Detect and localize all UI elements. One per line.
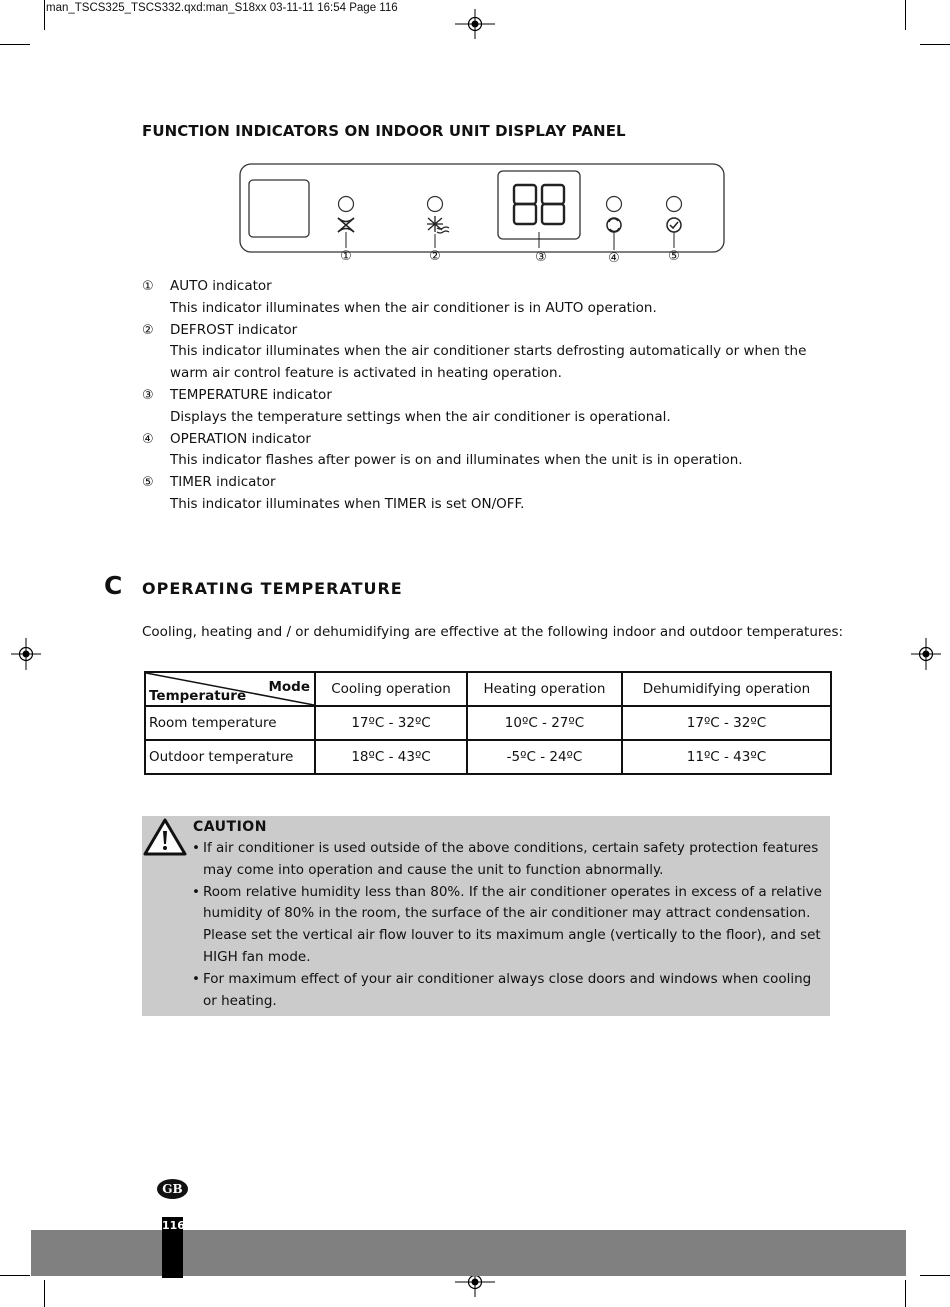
print-slug: man_TSCS325_TSCS332.qxd:man_S18xx 03-11-11 16:54 Page 116	[46, 2, 398, 14]
auto-indicator-light	[339, 197, 354, 212]
item-name: OPERATION indicator	[170, 430, 311, 447]
table-header: Cooling operation	[315, 672, 467, 706]
callout-3: ③	[535, 250, 547, 265]
crop-mark	[905, 1280, 906, 1307]
list-item	[192, 969, 822, 1013]
bullet-text: Room relative humidity less than 80%. If the air conditioner operates in excess of a relative humidity of 80% in the room, the surface of the air conditioner may attract condensation. Please set the vertical air flow louver to its maximum angle (vertically to the floor), and set HIGH fan mode.	[203, 883, 822, 965]
item-description: This indicator illuminates when TIMER is set ON/OFF.	[170, 495, 525, 512]
list-item	[192, 838, 822, 882]
temperature-table	[144, 671, 832, 775]
list-item	[142, 320, 842, 385]
caution-list	[192, 838, 822, 1012]
item-description: This indicator illuminates when the air conditioner starts defrosting automatically or when the warm air control feature is activated in heating operation.	[170, 343, 807, 382]
crop-mark	[44, 1280, 45, 1307]
timer-indicator-light	[667, 197, 682, 212]
section-letter: C	[104, 571, 123, 600]
item-number: ⑤	[142, 475, 154, 491]
row-label: Outdoor temperature	[145, 740, 315, 774]
indicator-list	[142, 276, 842, 516]
item-name: AUTO indicator	[170, 278, 272, 294]
callout-5: ⑤	[668, 249, 680, 264]
callout-1: ①	[340, 249, 352, 264]
registration-mark-icon	[911, 638, 941, 670]
operation-indicator-light	[607, 197, 622, 212]
table-header-row	[145, 672, 831, 706]
page-number: 116	[162, 1219, 185, 1232]
bullet-text: For maximum effect of your air conditioner always close doors and windows when cooling or heating.	[203, 970, 812, 1009]
table-cell: 11ºC - 43ºC	[622, 740, 831, 774]
list-item	[142, 276, 842, 320]
callout-4: ④	[608, 251, 620, 266]
bullet: •	[192, 840, 200, 856]
table-cell: 17ºC - 32ºC	[315, 706, 467, 740]
corner-mode-label: Mode	[268, 679, 310, 695]
caution-title: CAUTION	[193, 819, 267, 835]
caution-box	[142, 816, 830, 1016]
table-cell: -5ºC - 24ºC	[467, 740, 622, 774]
crop-mark	[920, 1275, 950, 1276]
item-description: This indicator flashes after power is on and illuminates when the unit is in operation.	[170, 452, 743, 469]
registration-mark-icon	[11, 638, 41, 670]
list-item	[192, 882, 822, 969]
item-number: ③	[142, 387, 154, 403]
table-cell: 18ºC - 43ºC	[315, 740, 467, 774]
item-name: DEFROST indicator	[170, 321, 298, 338]
display-panel-diagram	[238, 162, 728, 268]
item-description: This indicator illuminates when the air conditioner is in AUTO operation.	[170, 299, 657, 316]
bullet: •	[192, 883, 200, 900]
page-number-tab	[162, 1217, 183, 1278]
crop-mark	[44, 0, 45, 30]
defrost-indicator-light	[428, 197, 443, 212]
bullet-text: If air conditioner is used outside of the above conditions, certain safety protection features may come into operation and cause the unit to function abnormally.	[203, 840, 819, 878]
warning-icon	[143, 817, 187, 857]
callout-2: ②	[429, 249, 441, 264]
registration-mark-icon	[455, 9, 495, 39]
table-cell: 10ºC - 27ºC	[467, 706, 622, 740]
table-cell: 17ºC - 32ºC	[622, 706, 831, 740]
crop-mark	[920, 44, 950, 45]
bullet: •	[192, 970, 200, 987]
crop-mark	[905, 0, 906, 30]
language-badge: GB	[157, 1179, 188, 1199]
crop-mark	[0, 44, 30, 45]
table-corner-cell	[145, 672, 315, 706]
item-description: Displays the temperature settings when the air conditioner is operational.	[170, 408, 671, 425]
item-name: TIMER indicator	[170, 474, 276, 491]
section-title: OPERATING TEMPERATURE	[142, 579, 403, 598]
section-title: FUNCTION INDICATORS ON INDOOR UNIT DISPLAY PANEL	[142, 122, 626, 140]
crop-mark	[0, 1275, 30, 1276]
intro-text: Cooling, heating and / or dehumidifying are effective at the following indoor and outdoor temperatures:	[142, 624, 844, 640]
list-item	[142, 472, 842, 516]
table-header: Heating operation	[467, 672, 622, 706]
item-number: ①	[142, 279, 154, 294]
list-item	[142, 429, 842, 473]
row-label: Room temperature	[145, 706, 315, 740]
item-number: ②	[142, 322, 154, 338]
item-number: ④	[142, 431, 154, 447]
item-name: TEMPERATURE indicator	[170, 386, 332, 403]
table-header: Dehumidifying operation	[622, 672, 831, 706]
corner-temperature-label: Temperature	[149, 688, 247, 704]
list-item	[142, 385, 842, 429]
table-row	[145, 740, 831, 774]
table-row	[145, 706, 831, 740]
